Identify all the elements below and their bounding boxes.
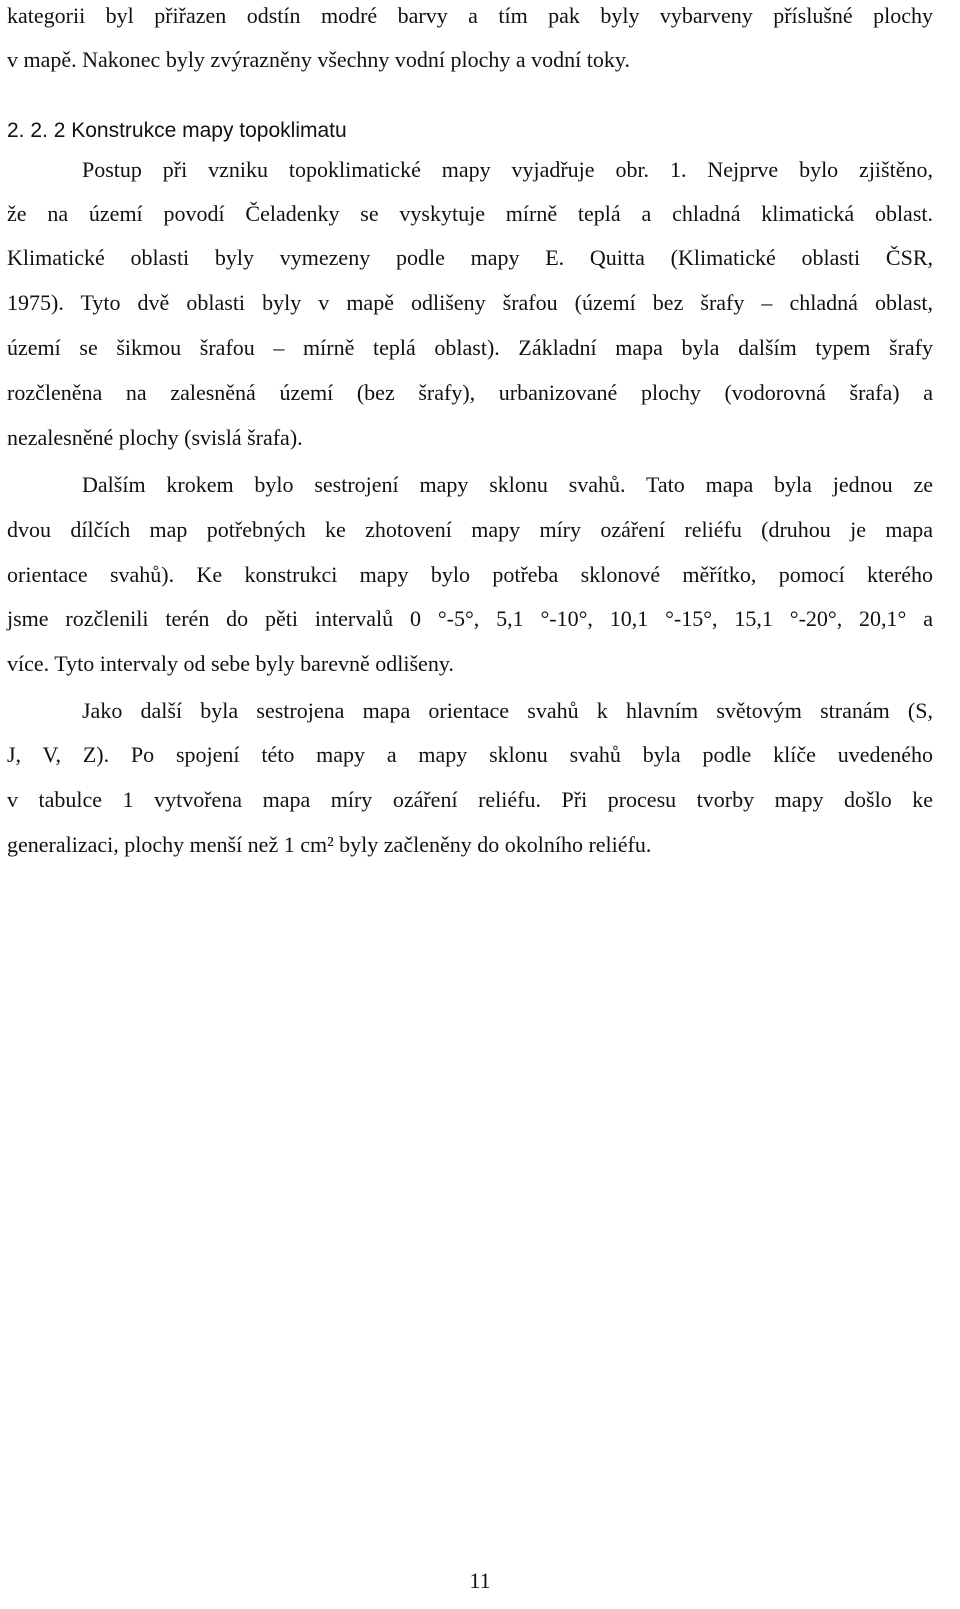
- paragraph-line: J, V, Z). Po spojení této mapy a mapy sklonu svahů byla podle klíče uvedeného: [7, 742, 933, 767]
- paragraph-line: Dalším krokem bylo sestrojení mapy sklonu svahů. Tato mapa byla jednou ze: [82, 472, 933, 497]
- paragraph-line: Postup při vzniku topoklimatické mapy vyjadřuje obr. 1. Nejprve bylo zjištěno,: [82, 157, 933, 182]
- paragraph-line: Klimatické oblasti byly vymezeny podle mapy E. Quitta (Klimatické oblasti ČSR,: [7, 245, 933, 270]
- paragraph-line: území se šikmou šrafou – mírně teplá oblast). Základní mapa byla dalším typem šrafy: [7, 335, 933, 360]
- paragraph-line: jsme rozčlenili terén do pěti intervalů 0 °-5°, 5,1 °-10°, 10,1 °-15°, 15,1 °-20°, 20,1° a: [7, 606, 933, 631]
- page-number: 11: [469, 1568, 491, 1593]
- paragraph-line: že na území povodí Čeladenky se vyskytuje mírně teplá a chladná klimatická oblast.: [7, 201, 933, 226]
- paragraph-line: rozčleněna na zalesněná území (bez šrafy), urbanizované plochy (vodorovná šrafa) a: [7, 380, 933, 405]
- paragraph-line: 1975). Tyto dvě oblasti byly v mapě odlišeny šrafou (území bez šrafy – chladná oblast,: [7, 290, 933, 315]
- paragraph-line: dvou dílčích map potřebných ke zhotovení mapy míry ozáření reliéfu (druhou je mapa: [7, 517, 933, 542]
- section-heading: 2. 2. 2 Konstrukce mapy topoklimatu: [7, 119, 347, 142]
- paragraph-line: kategorii byl přiřazen odstín modré barvy a tím pak byly vybarveny příslušné plochy: [7, 3, 933, 28]
- paragraph-line: v tabulce 1 vytvořena mapa míry ozáření reliéfu. Při procesu tvorby mapy došlo ke: [7, 787, 933, 812]
- paragraph-line: nezalesněné plochy (svislá šrafa).: [7, 425, 303, 450]
- paragraph-line: orientace svahů). Ke konstrukci mapy bylo potřeba sklonové měřítko, pomocí kterého: [7, 562, 933, 587]
- paragraph-line: v mapě. Nakonec byly zvýrazněny všechny vodní plochy a vodní toky.: [7, 47, 630, 72]
- paragraph-line: Jako další byla sestrojena mapa orientace svahů k hlavním světovým stranám (S,: [82, 698, 933, 723]
- paragraph-line: více. Tyto intervaly od sebe byly barevně odlišeny.: [7, 651, 454, 676]
- paragraph-line: generalizaci, plochy menší než 1 cm² byly začleněny do okolního reliéfu.: [7, 832, 652, 857]
